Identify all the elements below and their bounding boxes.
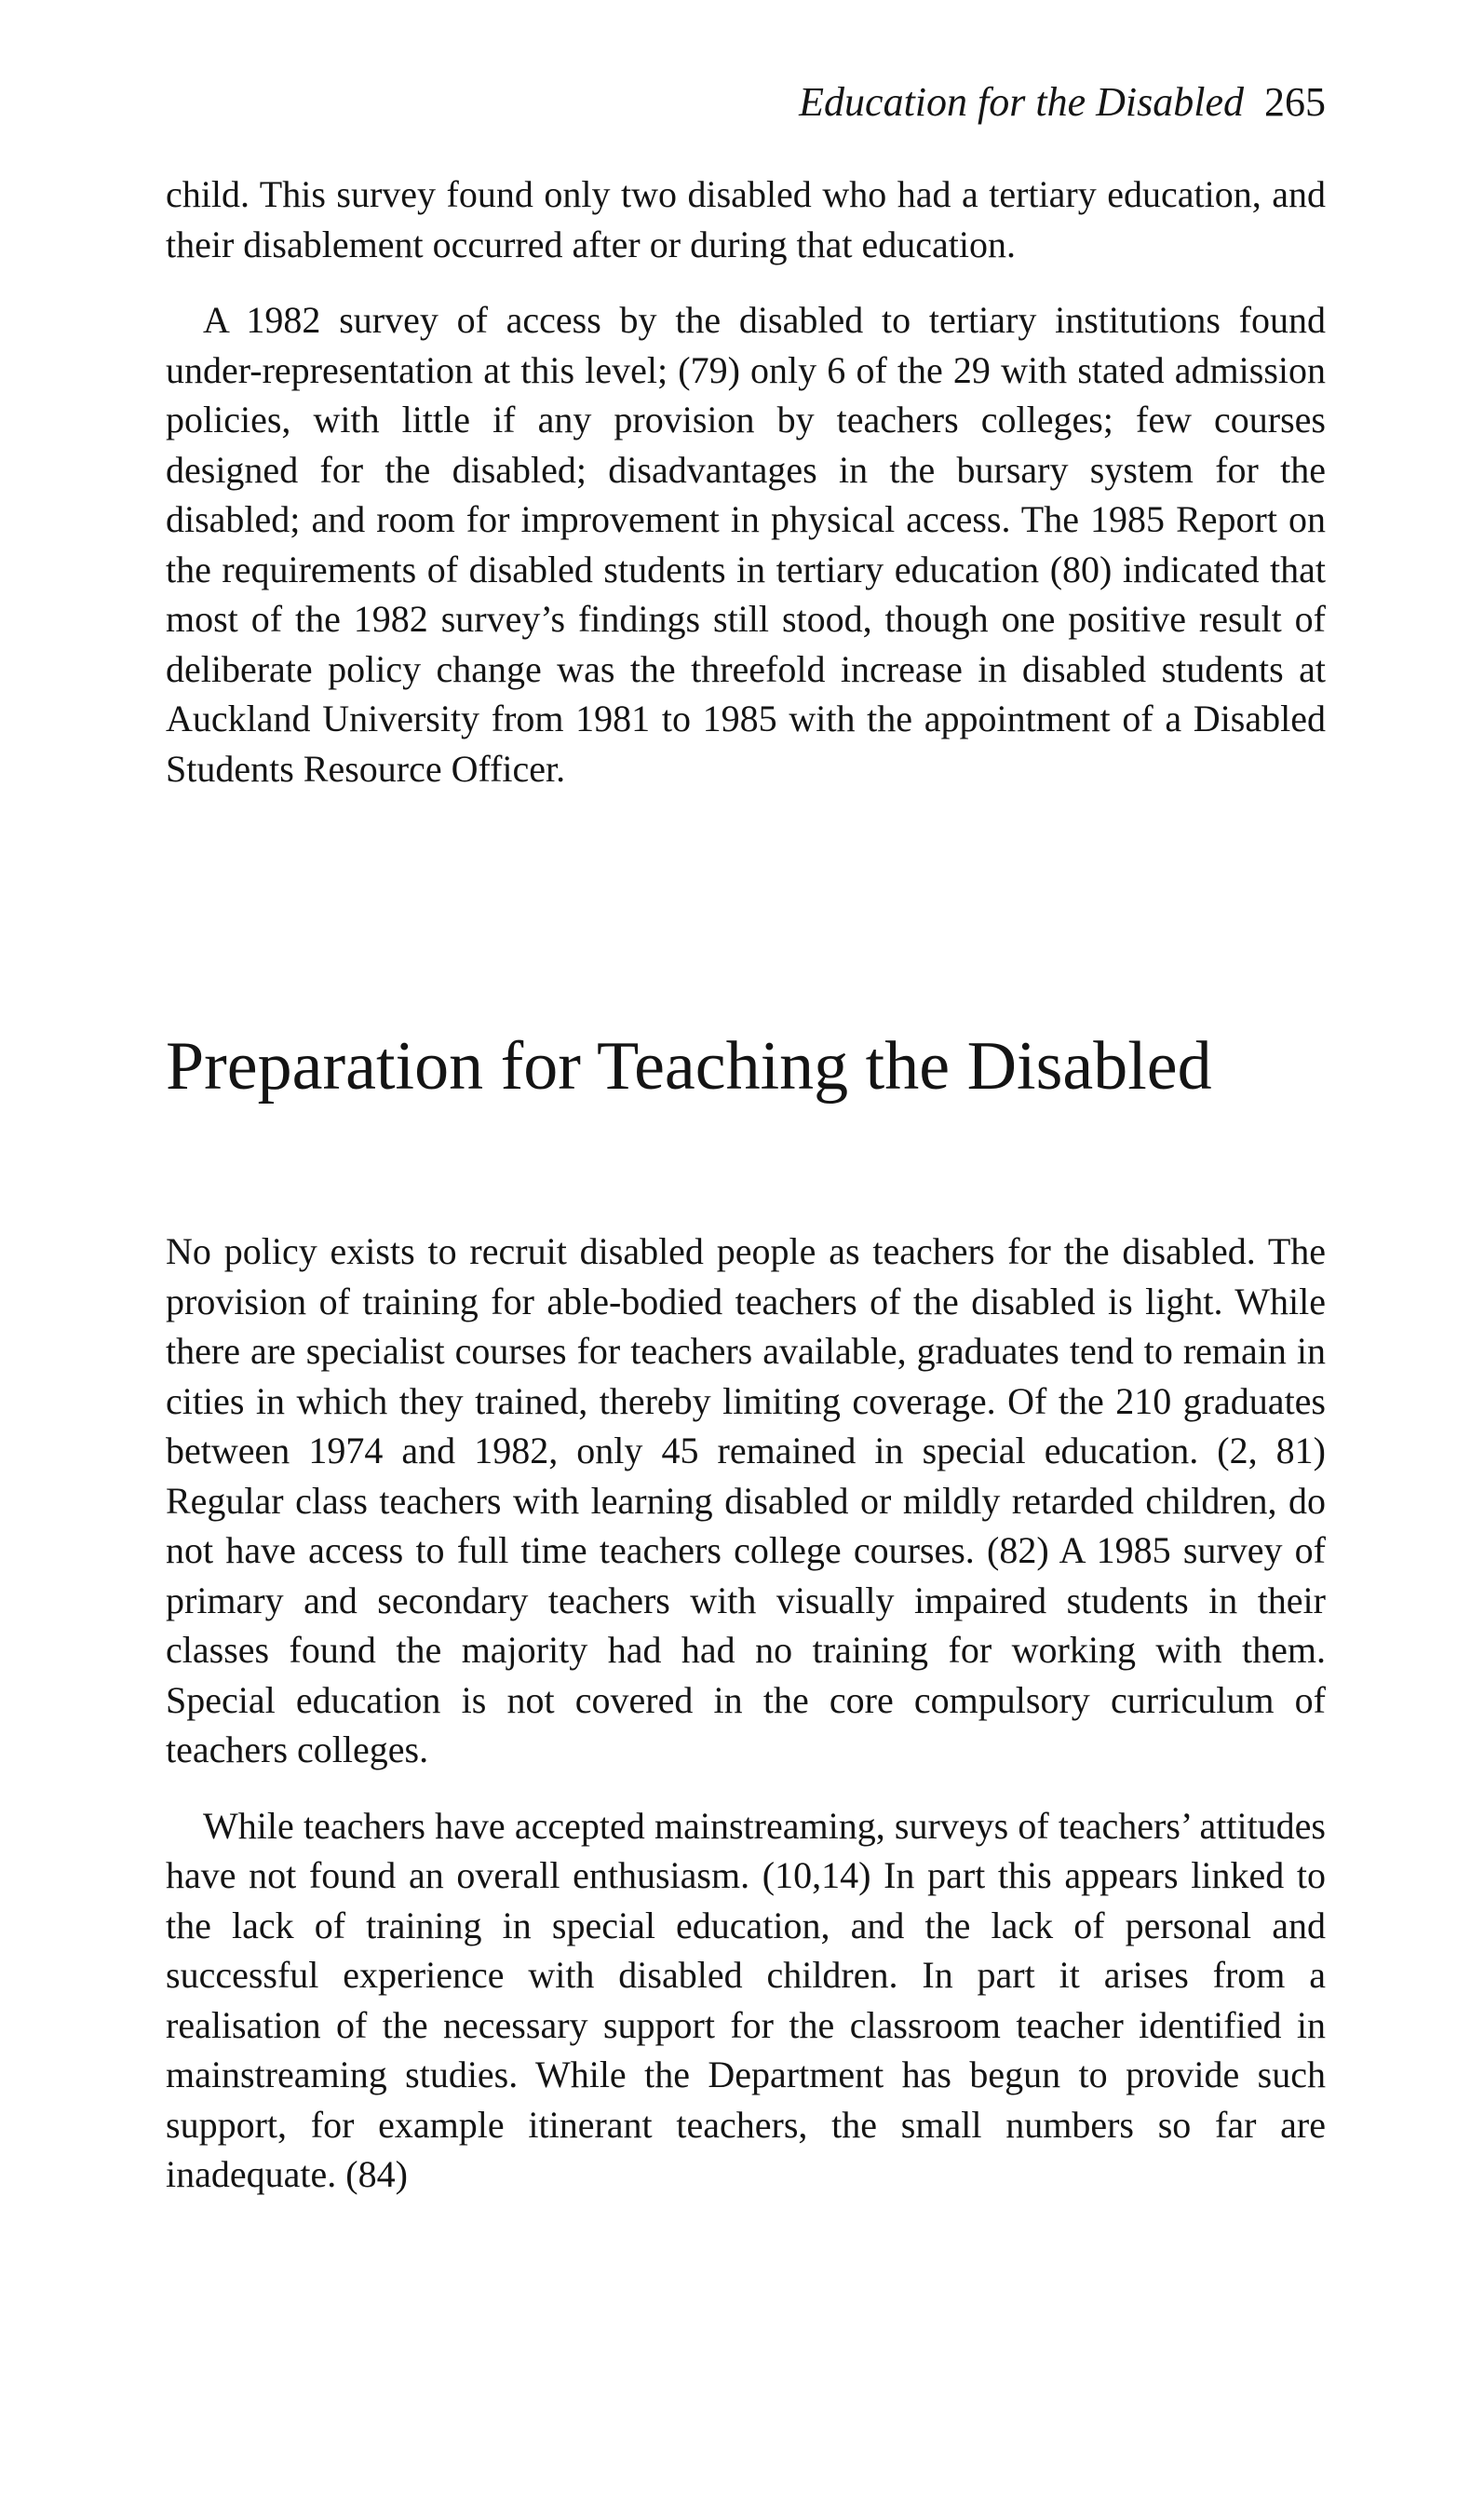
paragraph-teacher-training: No policy exists to recruit disabled people as teachers for the disabled. The provision of training for able-bodied teachers of the disabled is light. While there are specialist courses for teachers available, graduates tend to remain in cities in which they trained, thereby limiting coverage. Of the 210 graduates between 1974 and 1982, only 45 remained in special education. (2, 81) Regular class teachers with learning disabled or mildly retarded children, do not have access to full time teachers college courses. (82) A 1985 survey of primary and secondary teachers with visually impaired students in their classes found the majority had had no training for working with them. Special education is not covered in the core compulsory curriculum of teachers colleges. [166,1230,1326,1770]
top-text-block [166,169,1326,793]
paragraph-mainstreaming-attitudes: While teachers have accepted mainstreaming, surveys of teachers’ attitudes have not found an overall enthusiasm. (10,14) In part this appears linked to the lack of training in special education, and the lack of personal and successful experience with disabled children. In part it arises from a realisation of the necessary support for the classroom teacher identified in mainstreaming studies. While the Department has begun to provide such support, for example itinerant teachers, the small numbers so far are inadequate. (84) [166,1804,1326,2195]
paragraph-continuation: child. This survey found only two disabled who had a tertiary education, and their disablement occurred after or during that education. [166,173,1326,265]
page-number: 265 [1264,79,1326,125]
running-head [166,76,1326,129]
section-text-block [166,1227,1326,2200]
section-heading: Preparation for Teaching the Disabled [166,1028,1212,1105]
paragraph-tertiary-access-survey: A 1982 survey of access by the disabled to tertiary institutions found under-representation at this level; (79) only 6 of the 29 with stated admission policies, with little if any provision by teachers colleges; few courses designed for the disabled; disadvantages in the bursary system for the disabled; and room for improvement in physical access. The 1985 Report on the requirements of disabled students in tertiary education (80) indicated that most of the 1982 survey’s findings still stood, though one positive result of deliberate policy change was the threefold increase in disabled students at Auckland University from 1981 to 1985 with the appointment of a Disabled Students Resource Officer. [166,299,1326,790]
running-head-title: Education for the Disabled [799,79,1244,125]
